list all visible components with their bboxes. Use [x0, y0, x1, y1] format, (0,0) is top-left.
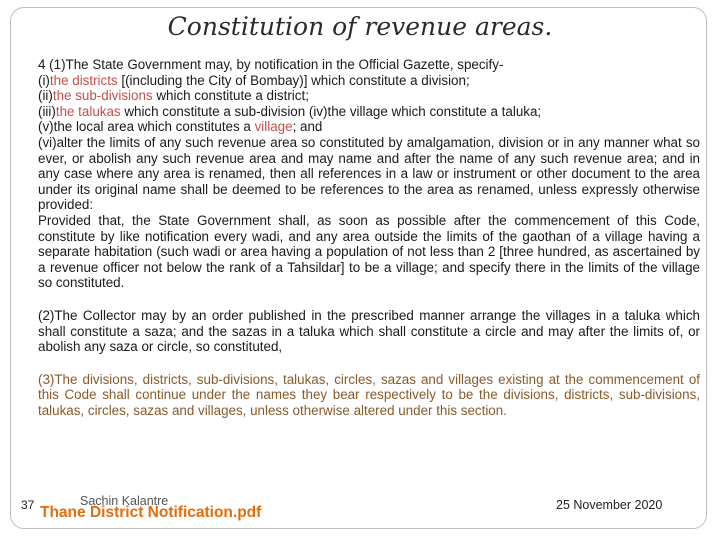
clause-i-prefix: (i): [38, 72, 50, 88]
clause-vi: (vi)alter the limits of any such revenue area so constituted by amalgamation, division or in any manner what so ever, or abolish any such revenue area and may name and after the name of any such revenue area; and in any case where any area is renamed, then all references in a law or instrument or other document to the area under its original name shall be deemed to be references to the area as renamed, unless expressly otherwise provided:: [38, 134, 700, 213]
clause-iii-prefix: (iii): [38, 103, 56, 119]
clause-v-rest: ; and: [292, 119, 323, 135]
clause-iii-rest: which constitute a sub-division (iv)the village which constitute a taluka;: [120, 103, 542, 119]
pdf-link[interactable]: Thane District Notification.pdf: [40, 504, 262, 521]
section-4-1-heading: 4 (1)The State Government may, by notification in the Official Gazette, specify-: [38, 57, 504, 72]
slide-number: 37: [21, 498, 35, 512]
clause-ii-term: the sub-divisions: [52, 88, 153, 104]
clause-iii-iv: [38, 104, 700, 120]
section-4-2: (2)The Collector may by an order published in the prescribed manner arrange the villages in a taluka which shall constitute a saza; and the sazas in a taluka which shall constitute a circle and may after the limits of, or abolish any saza or circle, so constituted,: [38, 307, 700, 355]
footer-date: 25 November 2020: [556, 498, 663, 512]
spacer: [38, 291, 700, 308]
clause-v-prefix: (v)the local area which constitutes a: [38, 119, 255, 135]
clause-iii-term: the talukas: [55, 103, 121, 119]
section-4-3: (3)The divisions, districts, sub-divisions, talukas, circles, sazas and villages existing at the commencement of this Code shall continue under the names they bear respectively to be the divisions, districts, sub-divisions, talukas, circles, sazas and villages, unless otherwise altered under this section.: [38, 371, 700, 418]
clause-i: [38, 73, 700, 89]
slide-body: [38, 57, 700, 418]
clause-i-term: the districts: [49, 72, 118, 88]
clause-i-rest: [(including the City of Bombay)] which constitute a division;: [117, 72, 470, 88]
slide-title: Constitution of revenue areas.: [167, 12, 553, 41]
footer-author: Sachin Kalantre: [80, 494, 169, 508]
spacer: [38, 355, 700, 372]
clause-v: [38, 119, 700, 135]
clause-ii-rest: which constitute a district;: [152, 88, 309, 104]
clause-ii-prefix: (ii): [38, 88, 53, 104]
clause-v-term: village: [254, 119, 293, 135]
clause-ii: [38, 88, 700, 104]
proviso: Provided that, the State Government shall, as soon as possible after the commencement of this Code, constitute by like notification every wadi, and any area outside the limits of the gaothan of a village having a separate habitation (such wadi or area having a population of not less than 2 [three hundred, as ascertained by a revenue officer not below the rank of a Tahsildar] to be a village; and specify there in the limits of the village so constituted.: [38, 212, 700, 291]
